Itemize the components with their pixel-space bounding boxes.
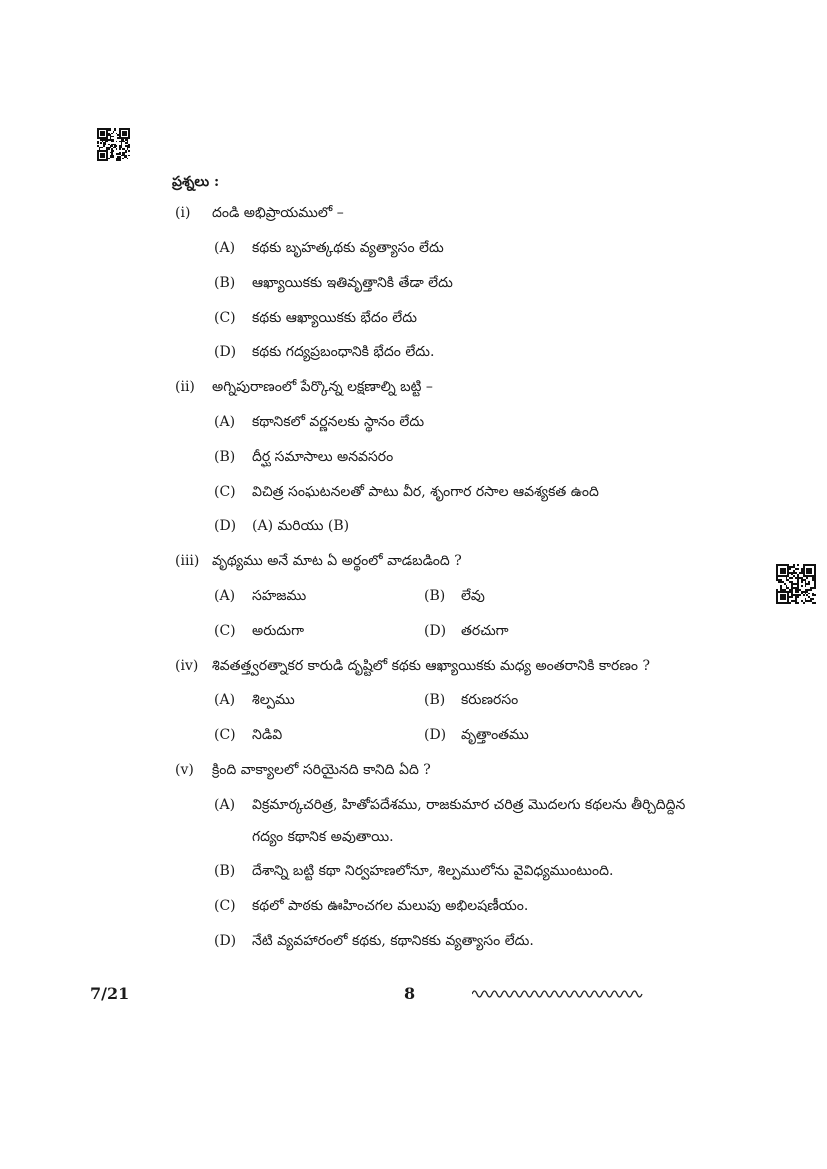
question-text: శివతత్త్వరత్నాకర కారుడి దృష్టిలో కథకు ఆఖ్యాయికకు మధ్య అంతరానికి కారణం ? (212, 658, 650, 674)
option-letter: (B) (424, 692, 446, 708)
option-text: తరచుగా (461, 623, 509, 639)
option-letter: (A) (214, 414, 236, 430)
qr-code-icon (776, 564, 816, 604)
option-text: (A) మరియు (B) (252, 518, 350, 534)
question-text: క్రింది వాక్యాలలో సరియైనది కానిది ఏది ? (212, 762, 431, 778)
option-text: ఆఖ్యాయికకు ఇతివృత్తానికి తేడా లేదు (252, 275, 453, 291)
option-letter: (D) (424, 727, 447, 743)
option-text: కథానికలో వర్ణనలకు స్థానం లేదు (252, 414, 425, 430)
option-text-continued: గద్యం కథానిక అవుతాయి. (252, 829, 394, 845)
option-text: కథకు గద్యప్రబంధానికి భేదం లేదు. (252, 344, 435, 360)
option-text: దీర్ఘ సమాసాలు అనవసరం (252, 449, 394, 465)
option-text: నేటి వ్యవహారంలో కథకు, కథానికకు వ్యత్యాసం లేదు. (252, 933, 534, 949)
wavy-line-decoration (472, 986, 644, 1000)
qr-code-icon (97, 128, 130, 161)
option-letter: (B) (214, 449, 236, 465)
option-letter: (C) (214, 623, 236, 639)
option-letter: (A) (214, 797, 236, 813)
option-letter: (A) (214, 692, 236, 708)
option-text: సహజము (252, 588, 307, 604)
section-heading: ప్రశ్నలు : (172, 174, 220, 190)
option-text: కరుణరసం (461, 692, 519, 708)
option-letter: (A) (214, 240, 236, 256)
option-letter: (B) (424, 588, 446, 604)
option-text: లేవు (461, 588, 485, 604)
option-text: కథలో పాఠకు ఊహించగల మలుపు అభిలషణీయం. (252, 898, 529, 914)
option-text: విక్రమార్కచరిత్ర, హితోపదేశము, రాజకుమార చరిత్ర మొదలగు కథలను తీర్చిదిద్దిన (252, 797, 686, 813)
question-number: (iv) (175, 658, 199, 674)
option-text: దేశాన్ని బట్టి కథా నిర్వహణలోనూ, శిల్పములోను వైవిధ్యముంటుంది. (252, 863, 614, 879)
paper-code: 7/21 (90, 984, 130, 1003)
option-letter: (C) (214, 898, 236, 914)
question-text: వృథ్యము అనే మాట ఏ అర్థంలో వాడబడింది ? (212, 553, 462, 569)
option-text: శిల్పము (252, 692, 295, 708)
option-letter: (C) (214, 727, 236, 743)
option-text: కథకు బృహత్కథకు వ్యత్యాసం లేదు (252, 240, 444, 256)
question-number: (i) (175, 205, 191, 221)
option-letter: (D) (424, 623, 447, 639)
question-number: (iii) (175, 553, 200, 569)
option-letter: (D) (214, 518, 237, 534)
option-letter: (C) (214, 484, 236, 500)
option-letter: (D) (214, 344, 237, 360)
question-number: (ii) (175, 379, 195, 395)
option-text: అరుదుగా (252, 623, 304, 639)
page-number: 8 (404, 984, 416, 1003)
question-text: అగ్నిపురాణంలో పేర్కొన్న లక్షణాల్ని బట్టి – (212, 379, 433, 395)
option-letter: (A) (214, 588, 236, 604)
option-letter: (D) (214, 933, 237, 949)
option-letter: (C) (214, 310, 236, 326)
option-letter: (B) (214, 275, 236, 291)
option-text: విచిత్ర సంఘటనలతో పాటు వీర, శృంగార రసాల ఆవశ్యకత ఉంది (252, 484, 599, 500)
option-text: కథకు ఆఖ్యాయికకు భేదం లేదు (252, 310, 417, 326)
option-text: వృత్తాంతము (461, 727, 529, 743)
option-letter: (B) (214, 863, 236, 879)
question-text: దండి అభిప్రాయములో – (212, 205, 344, 221)
question-number: (v) (175, 762, 194, 778)
option-text: నిడివి (252, 727, 283, 743)
